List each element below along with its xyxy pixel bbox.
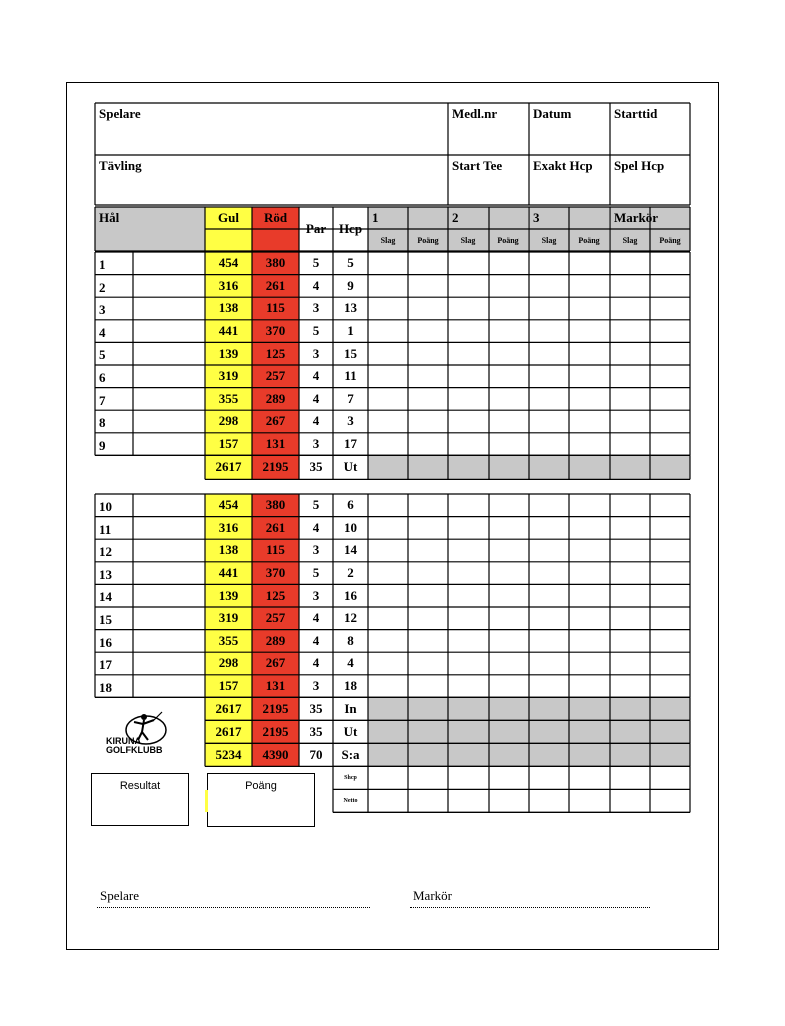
par-total: 70 <box>309 746 323 762</box>
total-label: S:a <box>341 746 360 762</box>
marker-signature-line[interactable] <box>410 907 650 908</box>
yellow-tee-total: 2617 <box>205 697 252 720</box>
points-header: Poäng <box>650 229 690 251</box>
yellow-tee-total: 5234 <box>205 743 252 766</box>
hole-hcp: 12 <box>344 610 357 626</box>
total-label: In <box>344 700 357 716</box>
yellow-tee-distance: 139 <box>205 584 252 607</box>
hole-hcp: 11 <box>344 368 357 384</box>
yellow-tee-distance: 157 <box>205 433 252 456</box>
hole-par: 3 <box>312 587 320 603</box>
hole-number: 5 <box>99 347 106 363</box>
red-tee-distance: 267 <box>252 410 299 433</box>
player-3-header: 3 <box>529 207 609 229</box>
logo-text-line1: KIRUNA <box>106 736 141 746</box>
hole-hcp: 5 <box>347 255 354 271</box>
player-name-field[interactable]: Spelare <box>99 106 141 121</box>
red-tee-distance: 261 <box>252 517 299 540</box>
marker-signature-label: Markör <box>413 888 452 903</box>
logo-text-line2: GOLFKLUBB <box>106 745 163 755</box>
hole-par: 3 <box>312 542 320 558</box>
hole-hcp: 18 <box>344 678 357 694</box>
hole-number: 14 <box>99 589 112 605</box>
yellow-tee-distance: 298 <box>205 410 252 433</box>
red-tee-distance: 257 <box>252 365 299 388</box>
hole-par: 5 <box>312 255 320 271</box>
player-signature-label: Spelare <box>100 888 139 903</box>
hole-par: 4 <box>312 413 320 429</box>
golfer-icon <box>104 708 176 756</box>
yellow-tee-distance: 441 <box>205 320 252 343</box>
hole-number: 8 <box>99 415 106 431</box>
member-number-field[interactable]: Medl.nr <box>452 106 498 121</box>
hole-par: 3 <box>312 345 320 361</box>
red-tee-distance: 370 <box>252 320 299 343</box>
hole-hcp: 15 <box>344 345 357 361</box>
red-tee-distance: 380 <box>252 494 299 517</box>
hole-par: 4 <box>312 368 320 384</box>
par-total: 35 <box>309 459 323 475</box>
hole-hcp: 6 <box>347 497 354 513</box>
red-tee-distance: 380 <box>252 252 299 275</box>
hole-number: 6 <box>99 370 106 385</box>
points-header: Poäng <box>569 229 609 251</box>
red-tee-total: 2195 <box>252 455 299 479</box>
red-tee-total: 4390 <box>252 743 299 766</box>
red-tee-header: Röd <box>252 207 299 229</box>
hole-hcp: 17 <box>344 436 357 452</box>
hole-hcp: 1 <box>347 323 354 339</box>
hole-hcp: 10 <box>344 519 357 535</box>
hole-number: 13 <box>99 566 112 582</box>
yellow-tee-distance: 139 <box>205 342 252 365</box>
red-tee-distance: 267 <box>252 652 299 675</box>
total-label: Ut <box>343 459 358 475</box>
yellow-tee-distance: 138 <box>205 539 252 562</box>
yellow-tee-distance: 316 <box>205 275 252 298</box>
points-box-marker <box>205 790 208 812</box>
player-2-header: 2 <box>448 207 528 229</box>
hole-hcp: 7 <box>347 390 354 406</box>
hole-hcp: 13 <box>344 300 357 316</box>
hole-par: 4 <box>312 610 320 626</box>
par-total: 35 <box>309 723 323 739</box>
red-tee-distance: 257 <box>252 607 299 630</box>
exact-hcp-field[interactable]: Exakt Hcp <box>533 158 593 173</box>
hole-par: 4 <box>312 519 320 535</box>
hole-number: 11 <box>99 521 112 537</box>
hole-number: 7 <box>99 392 106 408</box>
hole-hcp: 16 <box>344 587 357 603</box>
points-header: Poäng <box>488 229 528 251</box>
hole-number: 15 <box>99 612 112 627</box>
date-field[interactable]: Datum <box>533 106 572 121</box>
hcp-header: Hcp <box>338 221 363 236</box>
red-tee-distance: 289 <box>252 388 299 411</box>
yellow-tee-total: 2617 <box>205 720 252 743</box>
red-tee-distance: 370 <box>252 562 299 585</box>
total-label: Ut <box>343 723 358 739</box>
yellow-tee-distance: 298 <box>205 652 252 675</box>
red-tee-distance: 131 <box>252 433 299 456</box>
strokes-header: Slag <box>368 229 408 251</box>
hole-hcp: 4 <box>347 655 354 671</box>
hole-number: 17 <box>99 657 112 673</box>
par-total: 35 <box>309 700 323 716</box>
yellow-tee-header: Gul <box>205 207 252 229</box>
yellow-tee-distance: 316 <box>205 517 252 540</box>
hole-hcp: 14 <box>344 542 357 558</box>
par-header: Par <box>305 221 327 236</box>
yellow-tee-distance: 157 <box>205 675 252 698</box>
yellow-tee-distance: 441 <box>205 562 252 585</box>
red-tee-total: 2195 <box>252 720 299 743</box>
hole-number: 16 <box>99 634 112 650</box>
competition-field[interactable]: Tävling <box>99 158 142 173</box>
hole-par: 3 <box>312 436 320 452</box>
hole-par: 4 <box>312 277 320 293</box>
yellow-tee-distance: 454 <box>205 252 252 275</box>
strokes-header: Slag <box>610 229 650 251</box>
netto-label: Netto <box>343 797 358 804</box>
yellow-tee-distance: 454 <box>205 494 252 517</box>
yellow-tee-distance: 319 <box>205 607 252 630</box>
hole-hcp: 8 <box>347 632 354 648</box>
club-logo <box>104 708 176 756</box>
hole-par: 4 <box>312 655 320 671</box>
hole-hcp: 3 <box>347 413 354 429</box>
hole-number: 1 <box>99 257 106 272</box>
player-4-header: Markör <box>610 207 690 229</box>
strokes-header: Slag <box>529 229 569 251</box>
hole-par: 5 <box>312 323 320 339</box>
hole-par: 5 <box>312 497 320 513</box>
start-tee-field[interactable]: Start Tee <box>452 158 503 173</box>
hole-header: Hål <box>95 207 205 251</box>
strokes-header: Slag <box>448 229 488 251</box>
yellow-tee-distance: 319 <box>205 365 252 388</box>
yellow-tee-distance: 355 <box>205 630 252 653</box>
points-header: Poäng <box>408 229 448 251</box>
hole-hcp: 2 <box>347 565 354 581</box>
hole-number: 2 <box>99 279 106 295</box>
player-signature-line[interactable] <box>97 907 370 908</box>
hole-par: 4 <box>312 632 320 648</box>
red-tee-distance: 115 <box>252 539 299 562</box>
hole-number: 9 <box>99 437 106 453</box>
result-box[interactable] <box>91 773 189 826</box>
yellow-tee-total: 2617 <box>205 455 252 479</box>
hole-number: 18 <box>99 679 112 695</box>
hole-par: 5 <box>312 565 320 581</box>
hole-number: 10 <box>99 499 112 514</box>
hole-number: 4 <box>99 324 106 340</box>
points-box[interactable] <box>207 773 315 827</box>
red-tee-distance: 289 <box>252 630 299 653</box>
hole-number: 12 <box>99 544 112 560</box>
red-tee-distance: 125 <box>252 584 299 607</box>
play-hcp-field[interactable]: Spel Hcp <box>614 158 665 173</box>
red-tee-distance: 261 <box>252 275 299 298</box>
yellow-tee-distance: 138 <box>205 297 252 320</box>
hole-par: 3 <box>312 678 320 694</box>
hole-par: 3 <box>312 300 320 316</box>
points-box-label: Poäng <box>245 780 277 792</box>
shcp-label: Shcp <box>344 774 357 781</box>
start-time-field[interactable]: Starttid <box>614 106 658 121</box>
red-tee-distance: 131 <box>252 675 299 698</box>
result-box-label: Resultat <box>119 780 161 792</box>
red-tee-total: 2195 <box>252 697 299 720</box>
yellow-tee-distance: 355 <box>205 388 252 411</box>
red-tee-distance: 125 <box>252 342 299 365</box>
player-1-header: 1 <box>368 207 448 229</box>
red-tee-distance: 115 <box>252 297 299 320</box>
hole-number: 3 <box>99 302 106 318</box>
hole-hcp: 9 <box>347 277 354 293</box>
hole-par: 4 <box>312 390 320 406</box>
